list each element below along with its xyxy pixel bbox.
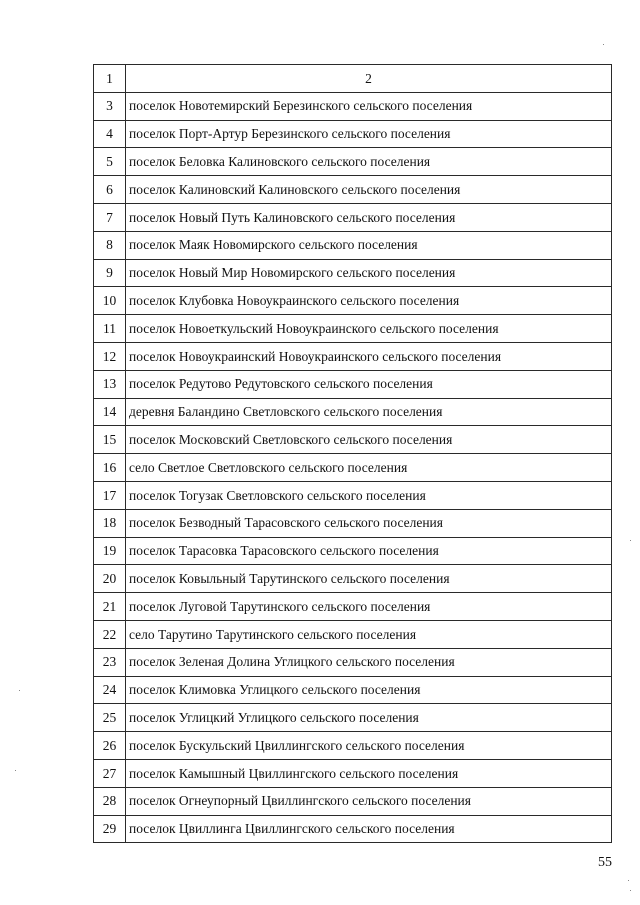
page-number: 55 bbox=[598, 855, 612, 870]
settlement-name-cell: поселок Луговой Тарутинского сельского поселения bbox=[126, 593, 612, 621]
table-row bbox=[94, 398, 612, 426]
row-number-cell: 6 bbox=[94, 176, 126, 204]
table-row bbox=[94, 92, 612, 120]
row-number-cell: 14 bbox=[94, 398, 126, 426]
column-2-header: 2 bbox=[126, 65, 612, 93]
settlement-name-cell: поселок Зеленая Долина Углицкого сельского поселения bbox=[126, 648, 612, 676]
settlement-name-cell: поселок Клубовка Новоукраинского сельского поселения bbox=[126, 287, 612, 315]
row-number-cell: 9 bbox=[94, 259, 126, 287]
table-row bbox=[94, 231, 612, 259]
scan-speck bbox=[19, 690, 20, 691]
table-row bbox=[94, 481, 612, 509]
settlements-table bbox=[93, 64, 612, 843]
row-number-cell: 12 bbox=[94, 342, 126, 370]
scan-speck bbox=[603, 44, 604, 45]
row-number-cell: 16 bbox=[94, 454, 126, 482]
settlement-name-cell: поселок Беловка Калиновского сельского поселения bbox=[126, 148, 612, 176]
table-row bbox=[94, 370, 612, 398]
table-row bbox=[94, 565, 612, 593]
row-number-cell: 28 bbox=[94, 787, 126, 815]
scan-speck bbox=[15, 770, 16, 771]
settlement-name-cell: поселок Бускульский Цвиллингского сельского поселения bbox=[126, 732, 612, 760]
table-row bbox=[94, 620, 612, 648]
row-number-cell: 27 bbox=[94, 759, 126, 787]
table-row bbox=[94, 732, 612, 760]
settlement-name-cell: поселок Ковыльный Тарутинского сельского поселения bbox=[126, 565, 612, 593]
table-row bbox=[94, 593, 612, 621]
scan-speck bbox=[630, 890, 631, 891]
settlement-name-cell: поселок Тогузак Светловского сельского поселения bbox=[126, 481, 612, 509]
row-number-cell: 13 bbox=[94, 370, 126, 398]
settlement-name-cell: деревня Баландино Светловского сельского поселения bbox=[126, 398, 612, 426]
settlement-name-cell: поселок Маяк Новомирского сельского поселения bbox=[126, 231, 612, 259]
settlement-name-cell: поселок Цвиллинга Цвиллингского сельского поселения bbox=[126, 815, 612, 843]
settlement-name-cell: поселок Новоеткульский Новоукраинского сельского поселения bbox=[126, 315, 612, 343]
settlement-name-cell: поселок Новый Путь Калиновского сельского поселения bbox=[126, 203, 612, 231]
settlement-name-cell: поселок Порт-Артур Березинского сельского поселения bbox=[126, 120, 612, 148]
table-row bbox=[94, 120, 612, 148]
settlement-name-cell: поселок Камышный Цвиллингского сельского поселения bbox=[126, 759, 612, 787]
table-row bbox=[94, 342, 612, 370]
settlement-name-cell: поселок Тарасовка Тарасовского сельского поселения bbox=[126, 537, 612, 565]
row-number-cell: 25 bbox=[94, 704, 126, 732]
table-row bbox=[94, 454, 612, 482]
row-number-cell: 21 bbox=[94, 593, 126, 621]
row-number-cell: 15 bbox=[94, 426, 126, 454]
row-number-cell: 19 bbox=[94, 537, 126, 565]
table-row bbox=[94, 203, 612, 231]
settlement-name-cell: поселок Московский Светловского сельского поселения bbox=[126, 426, 612, 454]
settlement-name-cell: поселок Новоукраинский Новоукраинского сельского поселения bbox=[126, 342, 612, 370]
row-number-cell: 10 bbox=[94, 287, 126, 315]
row-number-cell: 23 bbox=[94, 648, 126, 676]
settlement-name-cell: село Тарутино Тарутинского сельского поселения bbox=[126, 620, 612, 648]
row-number-cell: 29 bbox=[94, 815, 126, 843]
row-number-cell: 20 bbox=[94, 565, 126, 593]
settlement-name-cell: поселок Новый Мир Новомирского сельского поселения bbox=[126, 259, 612, 287]
settlements-table-body bbox=[94, 65, 612, 843]
row-number-cell: 7 bbox=[94, 203, 126, 231]
table-row bbox=[94, 759, 612, 787]
table-row bbox=[94, 259, 612, 287]
table-row bbox=[94, 426, 612, 454]
table-row bbox=[94, 676, 612, 704]
table-row bbox=[94, 537, 612, 565]
table-row bbox=[94, 176, 612, 204]
table-row bbox=[94, 509, 612, 537]
table-header-row bbox=[94, 65, 612, 93]
row-number-cell: 24 bbox=[94, 676, 126, 704]
table-row bbox=[94, 148, 612, 176]
table-row bbox=[94, 315, 612, 343]
row-number-cell: 4 bbox=[94, 120, 126, 148]
settlement-name-cell: поселок Новотемирский Березинского сельского поселения bbox=[126, 92, 612, 120]
table-row bbox=[94, 815, 612, 843]
settlement-name-cell: поселок Безводный Тарасовского сельского поселения bbox=[126, 509, 612, 537]
settlement-name-cell: поселок Редутово Редутовского сельского поселения bbox=[126, 370, 612, 398]
settlement-name-cell: поселок Огнеупорный Цвиллингского сельского поселения bbox=[126, 787, 612, 815]
row-number-cell: 26 bbox=[94, 732, 126, 760]
row-number-cell: 3 bbox=[94, 92, 126, 120]
settlement-name-cell: поселок Климовка Углицкого сельского поселения bbox=[126, 676, 612, 704]
row-number-cell: 18 bbox=[94, 509, 126, 537]
row-number-cell: 5 bbox=[94, 148, 126, 176]
row-number-cell: 22 bbox=[94, 620, 126, 648]
settlement-name-cell: поселок Углицкий Углицкого сельского поселения bbox=[126, 704, 612, 732]
settlement-name-cell: село Светлое Светловского сельского поселения bbox=[126, 454, 612, 482]
column-1-header: 1 bbox=[94, 65, 126, 93]
scan-speck bbox=[630, 540, 631, 541]
table-row bbox=[94, 787, 612, 815]
table-row bbox=[94, 648, 612, 676]
row-number-cell: 8 bbox=[94, 231, 126, 259]
row-number-cell: 17 bbox=[94, 481, 126, 509]
table-row bbox=[94, 287, 612, 315]
scan-speck bbox=[628, 880, 629, 881]
settlement-name-cell: поселок Калиновский Калиновского сельского поселения bbox=[126, 176, 612, 204]
table-row bbox=[94, 704, 612, 732]
row-number-cell: 11 bbox=[94, 315, 126, 343]
